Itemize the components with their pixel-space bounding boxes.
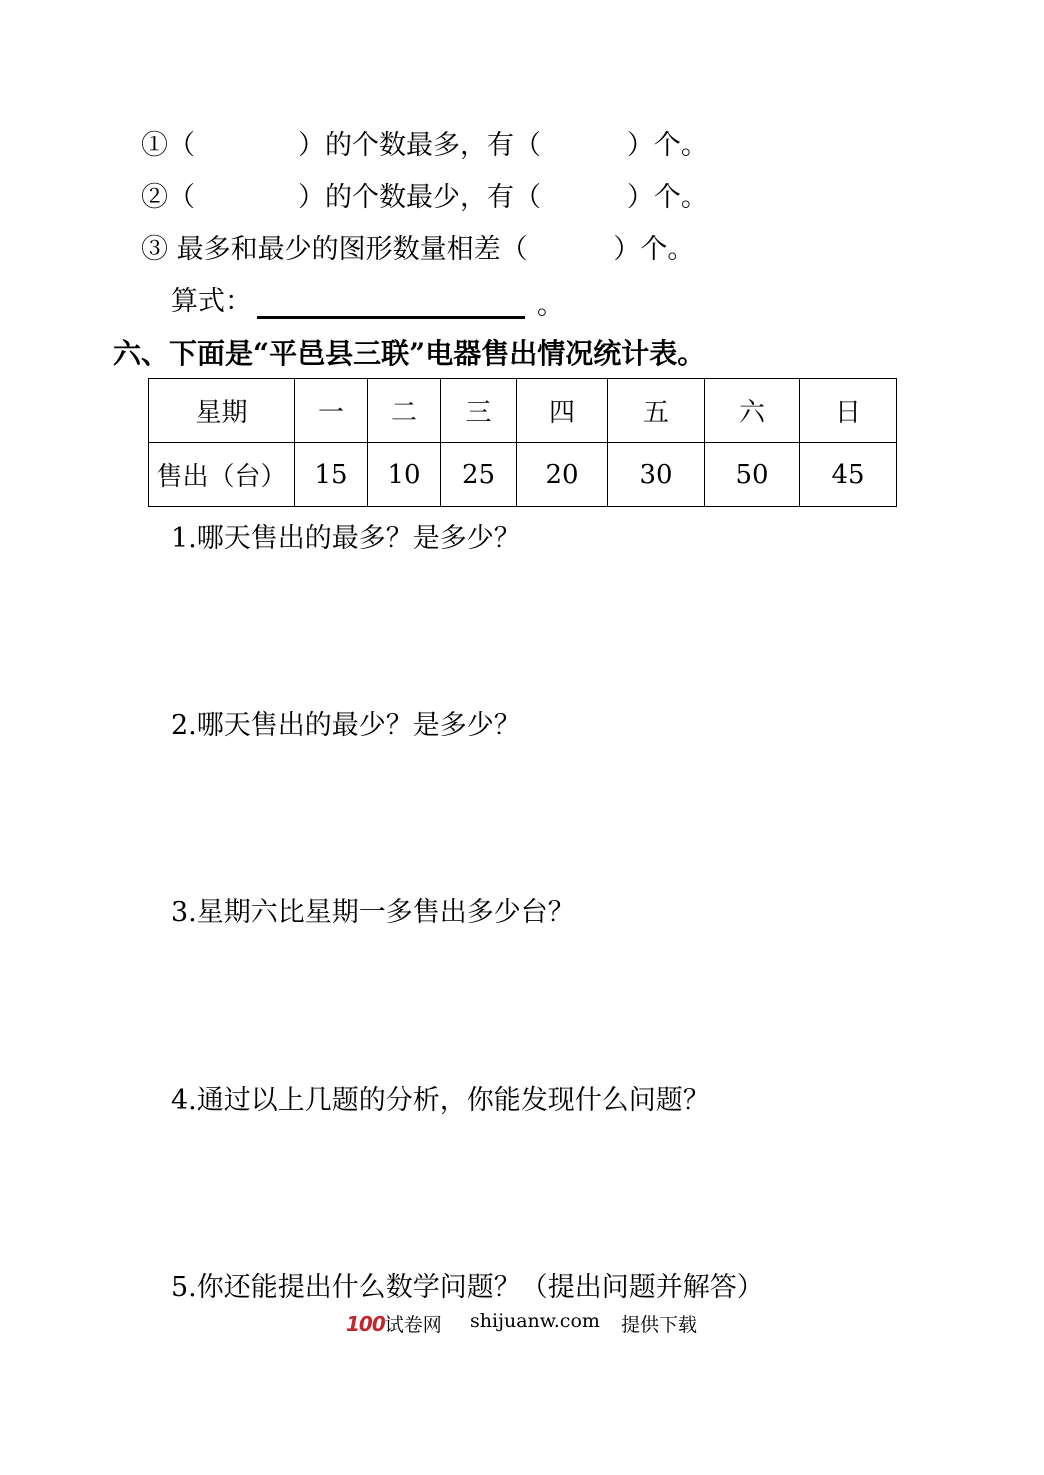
table-cell: 20 <box>517 443 608 507</box>
question-5: 5.你还能提出什么数学问题？（提出问题并解答） <box>171 1272 764 1303</box>
table-cell: 二 <box>368 379 441 443</box>
table-cell: 25 <box>441 443 517 507</box>
question-3: 3.星期六比星期一多售出多少台？ <box>171 897 575 928</box>
footer-note: 提供下载 <box>621 1314 698 1336</box>
table-cell: 五 <box>608 379 705 443</box>
site-logo: 100 <box>346 1312 385 1336</box>
formula-label: 算式： <box>171 286 252 317</box>
table-cell: 星期 <box>149 379 295 443</box>
table-cell: 一 <box>295 379 368 443</box>
table-cell: 日 <box>800 379 897 443</box>
table-cell: 15 <box>295 443 368 507</box>
table-cell: 售出（台） <box>149 443 295 507</box>
table-cell: 45 <box>800 443 897 507</box>
section-six-title: 六、下面是“平邑县三联”电器售出情况统计表。 <box>113 337 706 370</box>
table-cell: 10 <box>368 443 441 507</box>
item-2: ②（ ）的个数最少，有（ ）个。 <box>141 182 708 213</box>
site-name: 试卷网 <box>384 1314 442 1336</box>
item-3: ③ 最多和最少的图形数量相差（ ）个。 <box>141 234 695 265</box>
table-header-row <box>149 379 897 443</box>
table-cell: 50 <box>705 443 800 507</box>
footer-url: shijuanw.com <box>470 1310 600 1332</box>
table-cell: 四 <box>517 379 608 443</box>
formula-answer-line <box>257 316 525 319</box>
table-row <box>149 443 897 507</box>
footer-brand <box>346 1310 442 1337</box>
table-cell: 30 <box>608 443 705 507</box>
question-2: 2.哪天售出的最少？是多少？ <box>171 710 521 741</box>
table-cell: 六 <box>705 379 800 443</box>
formula-period: 。 <box>537 290 564 321</box>
question-4: 4.通过以上几题的分析，你能发现什么问题？ <box>171 1085 710 1116</box>
table-cell: 三 <box>441 379 517 443</box>
item-1: ①（ ）的个数最多，有（ ）个。 <box>141 130 708 161</box>
sales-table <box>148 378 897 507</box>
question-1: 1.哪天售出的最多？是多少？ <box>171 523 521 554</box>
